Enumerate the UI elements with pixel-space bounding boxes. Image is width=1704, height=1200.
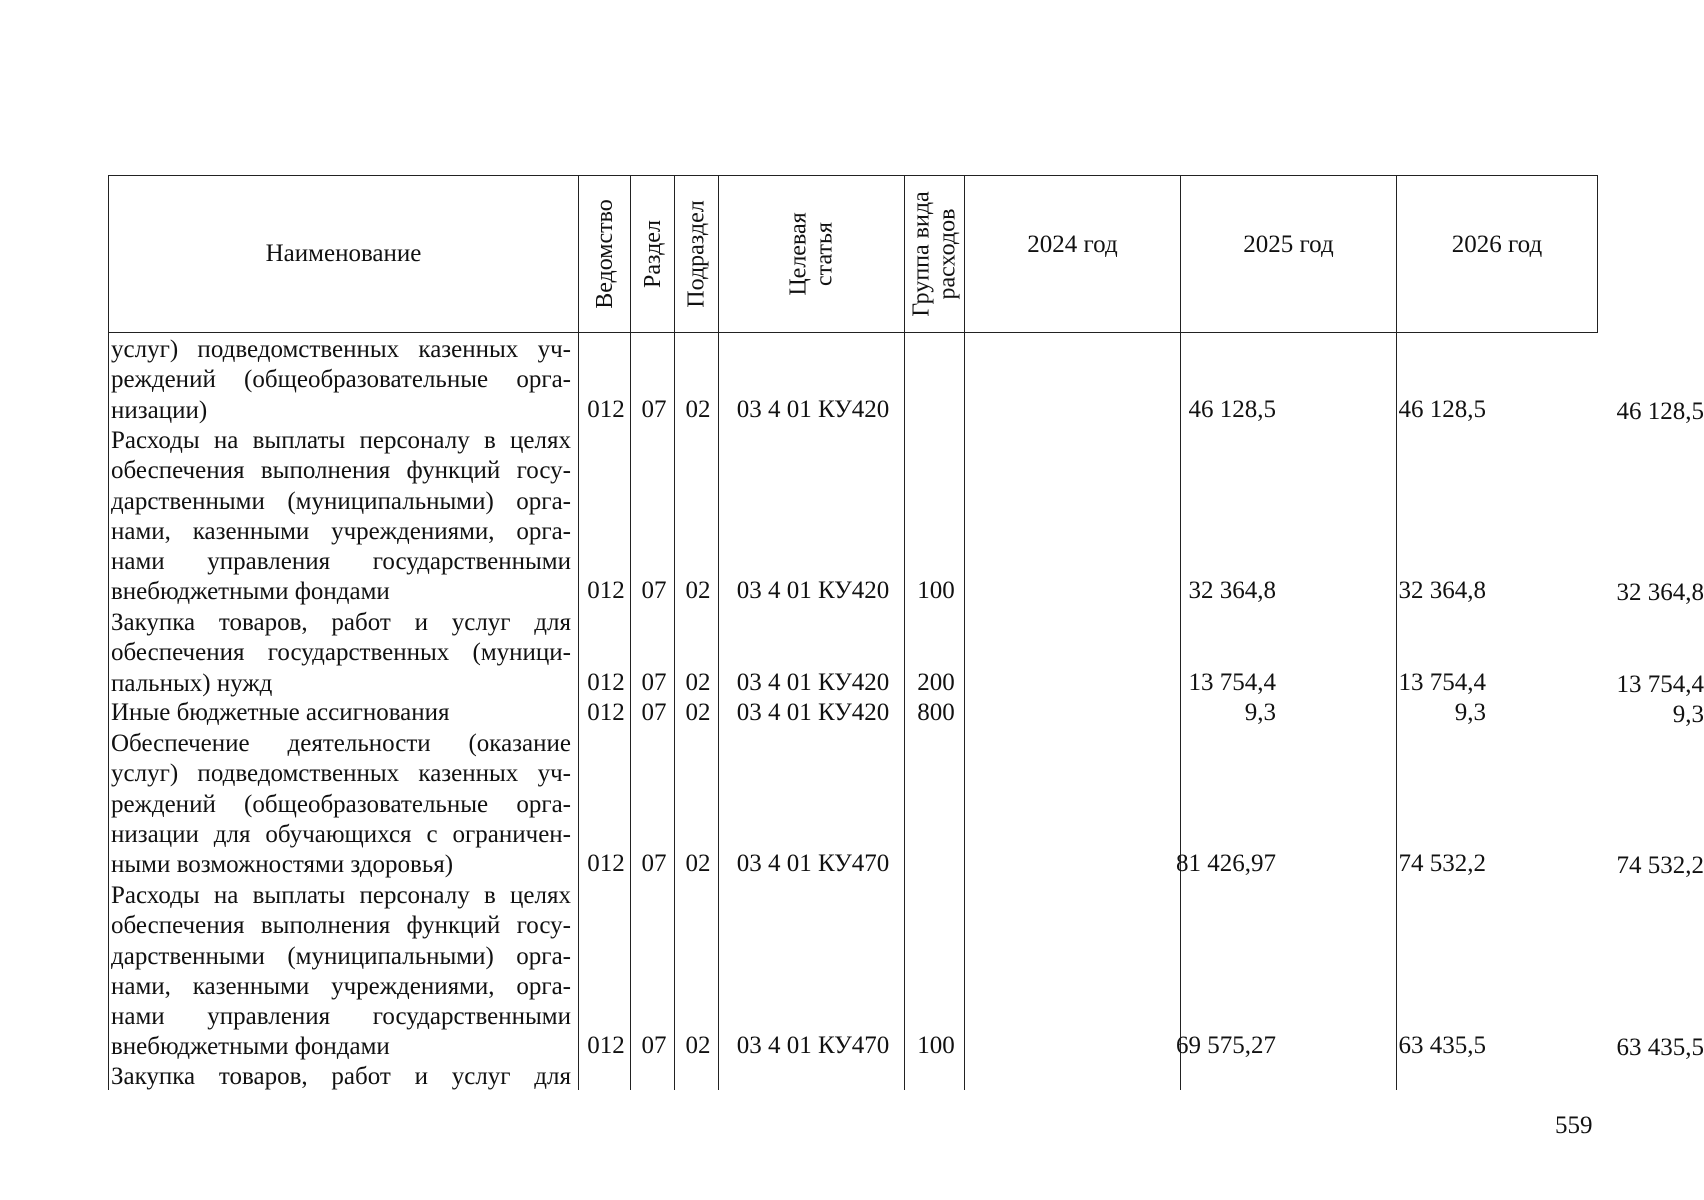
row-name-line: услуг) подведомственных казенных уч- bbox=[111, 336, 571, 363]
cell-podrazdel: 02 bbox=[685, 1032, 711, 1059]
cell-2024: 46 128,5 bbox=[1188, 396, 1276, 423]
row-name bbox=[111, 426, 571, 608]
column-divider bbox=[108, 333, 109, 1090]
row-name-line: Расходы на выплаты персоналу в целях bbox=[111, 882, 571, 909]
cell-vedomstvo: 012 bbox=[587, 577, 625, 604]
header-celevaya-line2: статья bbox=[811, 222, 838, 286]
cell-celevaya-statya: 03 4 01 КУ420 bbox=[736, 577, 890, 604]
row-name-line: нами, казенными учреждениями, орга- bbox=[111, 517, 571, 545]
row-name-line: низации для обучающихся с ограничен- bbox=[111, 820, 571, 848]
cell-podrazdel: 02 bbox=[685, 850, 711, 877]
header-podrazdel bbox=[675, 176, 719, 332]
header-name-label: Наименование bbox=[265, 240, 422, 267]
row-name-line: услуг) подведомственных казенных уч- bbox=[111, 760, 571, 788]
cell-razdel: 07 bbox=[641, 850, 667, 877]
cell-2026: 9,3 bbox=[1672, 701, 1704, 728]
cell-2024: 32 364,8 bbox=[1188, 577, 1276, 604]
row-name-line: низации) bbox=[111, 396, 208, 424]
header-year-2025 bbox=[1181, 176, 1397, 332]
cell-2026: 74 532,2 bbox=[1616, 852, 1704, 879]
cell-podrazdel: 02 bbox=[685, 699, 711, 726]
cell-vedomstvo: 012 bbox=[587, 669, 625, 696]
row-name-line: Закупка товаров, работ и услуг для bbox=[111, 1063, 571, 1090]
cell-gruppa: 100 bbox=[917, 577, 955, 604]
row-name bbox=[111, 729, 571, 880]
cell-razdel: 07 bbox=[641, 669, 667, 696]
row-name-line: реждений (общеобразовательные орга- bbox=[111, 790, 571, 818]
row-name-line: внебюджетными фондами bbox=[111, 578, 390, 606]
cell-podrazdel: 02 bbox=[685, 396, 711, 423]
header-year-2025-label: 2025 год bbox=[1243, 231, 1334, 258]
row-name-line: Иные бюджетные ассигнования bbox=[111, 699, 450, 726]
cell-2024: 9,3 bbox=[1244, 699, 1276, 726]
row-name-line: нами управления государственными bbox=[111, 1003, 571, 1031]
header-name bbox=[109, 176, 579, 332]
cell-2025: 46 128,5 bbox=[1398, 396, 1486, 423]
row-name-line: реждений (общеобразовательные орга- bbox=[111, 366, 571, 394]
header-gruppa-label bbox=[909, 191, 961, 316]
row-name bbox=[111, 1062, 571, 1092]
cell-2024: 13 754,4 bbox=[1188, 669, 1276, 696]
cell-gruppa: 800 bbox=[917, 699, 955, 726]
cell-2025: 32 364,8 bbox=[1398, 577, 1486, 604]
cell-vedomstvo: 012 bbox=[587, 396, 625, 423]
cell-vedomstvo: 012 bbox=[587, 699, 625, 726]
header-celevaya-statya-label bbox=[785, 212, 837, 295]
header-razdel bbox=[631, 176, 675, 332]
header-year-2026 bbox=[1397, 176, 1597, 332]
row-name-line: ными возможностями здоровья) bbox=[111, 851, 454, 879]
cell-vedomstvo: 012 bbox=[587, 850, 625, 877]
row-name bbox=[111, 698, 571, 728]
row-name-line: Закупка товаров, работ и услуг для bbox=[111, 609, 571, 636]
row-name-line: обеспечения выполнения функций госу- bbox=[111, 457, 571, 485]
row-name-line: нами, казенными учреждениями, орга- bbox=[111, 972, 571, 1000]
header-gruppa-line2: расходов bbox=[934, 208, 961, 300]
header-vedomstvo bbox=[579, 176, 631, 332]
cell-razdel: 07 bbox=[641, 699, 667, 726]
header-celevaya-statya bbox=[719, 176, 905, 332]
cell-celevaya-statya: 03 4 01 КУ420 bbox=[736, 699, 890, 726]
cell-2025: 63 435,5 bbox=[1398, 1032, 1486, 1059]
cell-gruppa: 100 bbox=[917, 1032, 955, 1059]
cell-2025: 9,3 bbox=[1454, 699, 1486, 726]
header-year-2026-label: 2026 год bbox=[1451, 231, 1543, 258]
header-vedomstvo-label: Ведомство bbox=[591, 199, 618, 309]
header-gruppa-vida-rashodov bbox=[905, 176, 965, 332]
row-name bbox=[111, 335, 571, 426]
cell-celevaya-statya: 03 4 01 КУ470 bbox=[736, 850, 890, 877]
cell-gruppa: 200 bbox=[917, 669, 955, 696]
row-name-line: Расходы на выплаты персоналу в целях bbox=[111, 427, 571, 454]
header-razdel-label: Раздел bbox=[639, 220, 666, 288]
page-number: 559 bbox=[1555, 1112, 1593, 1139]
cell-podrazdel: 02 bbox=[685, 669, 711, 696]
cell-celevaya-statya: 03 4 01 КУ420 bbox=[736, 669, 890, 696]
cell-vedomstvo: 012 bbox=[587, 1032, 625, 1059]
header-year-2024-label: 2024 год bbox=[1027, 231, 1118, 258]
column-divider bbox=[578, 333, 579, 1090]
cell-2026: 13 754,4 bbox=[1616, 671, 1704, 698]
cell-razdel: 07 bbox=[641, 396, 667, 423]
row-name-line: дарственными (муниципальными) орга- bbox=[111, 942, 571, 970]
row-name-line: внебюджетными фондами bbox=[111, 1033, 390, 1061]
header-celevaya-line1: Целевая bbox=[785, 212, 812, 296]
cell-2024: 69 575,27 bbox=[1176, 1032, 1276, 1059]
table-header bbox=[108, 175, 1598, 333]
row-name-line: дарственными (муниципальными) орга- bbox=[111, 487, 571, 515]
cell-podrazdel: 02 bbox=[685, 577, 711, 604]
row-name bbox=[111, 881, 571, 1063]
cell-2025: 13 754,4 bbox=[1398, 669, 1486, 696]
row-name-line: нами управления государственными bbox=[111, 548, 571, 576]
cell-celevaya-statya: 03 4 01 КУ420 bbox=[736, 396, 890, 423]
header-podrazdel-label: Подраздел bbox=[683, 200, 710, 308]
header-year-2024 bbox=[965, 176, 1181, 332]
cell-razdel: 07 bbox=[641, 1032, 667, 1059]
cell-2026: 32 364,8 bbox=[1616, 579, 1704, 606]
cell-2024: 81 426,97 bbox=[1176, 850, 1276, 877]
row-name-line: пальных) нужд bbox=[111, 669, 273, 697]
row-name bbox=[111, 608, 571, 699]
cell-2026: 63 435,5 bbox=[1616, 1034, 1704, 1061]
row-name-line: Обеспечение деятельности (оказание bbox=[111, 730, 571, 757]
cell-razdel: 07 bbox=[641, 577, 667, 604]
header-gruppa-line1: Группа вида bbox=[908, 191, 935, 317]
row-name-line: обеспечения государственных (муници- bbox=[111, 639, 571, 667]
row-name-line: обеспечения выполнения функций госу- bbox=[111, 912, 571, 940]
cell-celevaya-statya: 03 4 01 КУ470 bbox=[736, 1032, 890, 1059]
cell-2025: 74 532,2 bbox=[1398, 850, 1486, 877]
table-body bbox=[108, 333, 1704, 1090]
cell-2026: 46 128,5 bbox=[1616, 398, 1704, 425]
